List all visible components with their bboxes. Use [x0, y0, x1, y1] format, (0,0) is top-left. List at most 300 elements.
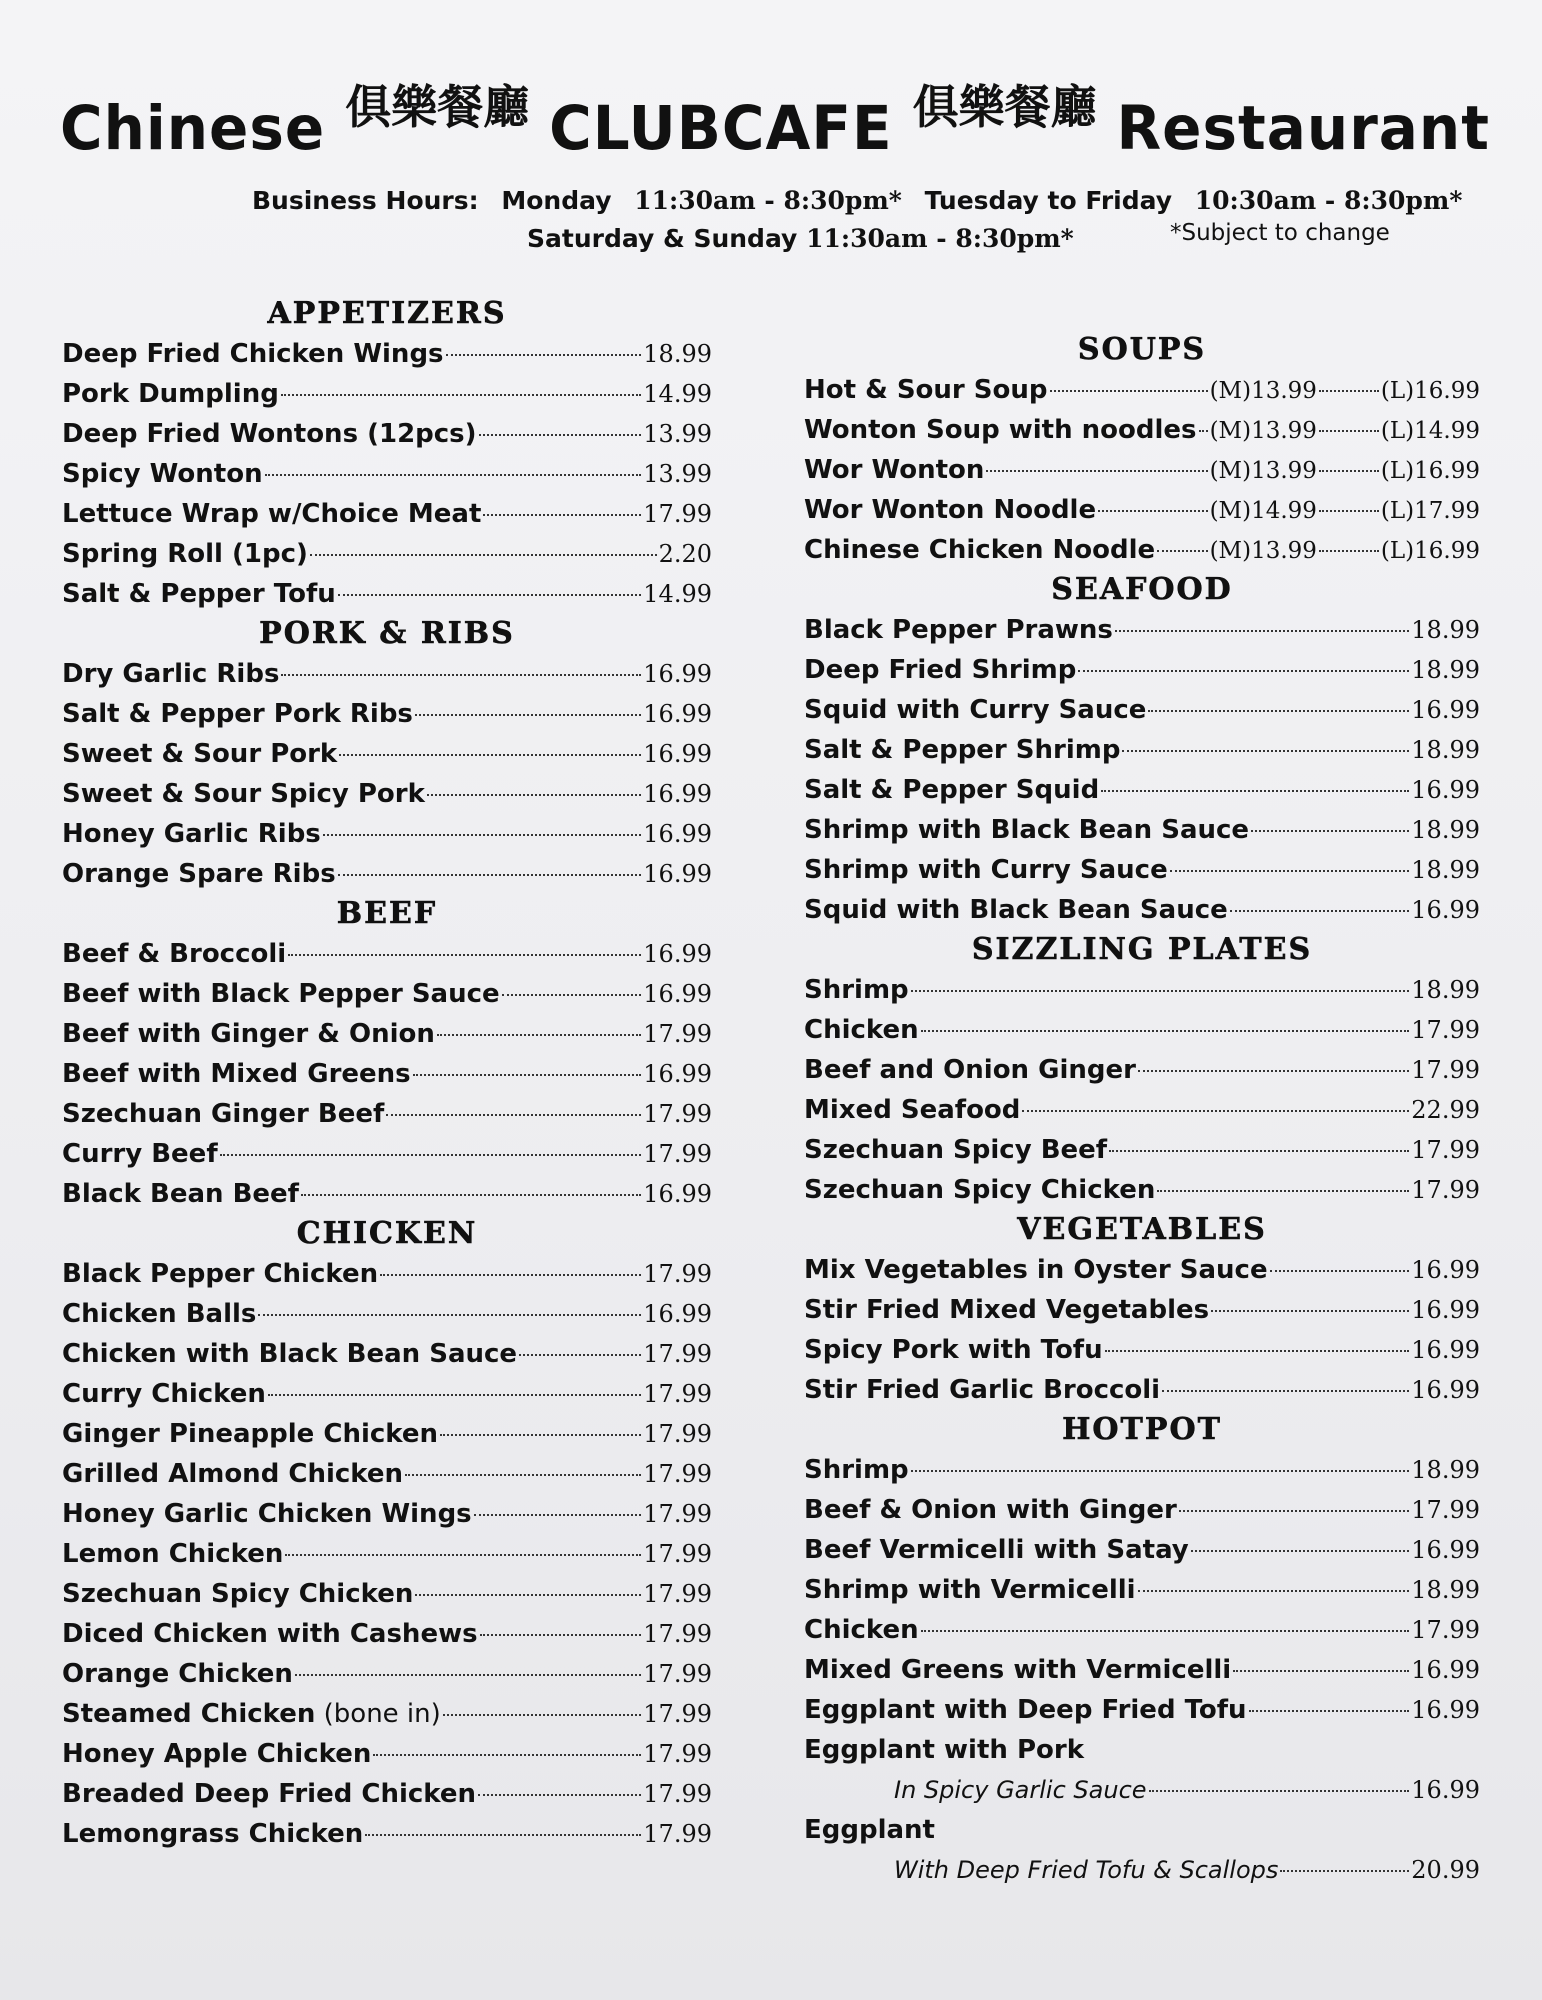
- weekend-time: 11:30am - 8:30pm*: [806, 224, 1074, 253]
- item-price: 17.99: [643, 1260, 712, 1288]
- item-name: [62, 654, 279, 694]
- item-name-text: Beef with Black Pepper Sauce: [62, 979, 500, 1009]
- item-name: [62, 734, 337, 774]
- item-price: 16.99: [1411, 1336, 1480, 1364]
- item-name-text: Beef and Onion Ginger: [804, 1055, 1136, 1085]
- item-name-text: Chicken: [804, 1615, 919, 1645]
- item-name: [62, 1814, 363, 1854]
- item-name: [804, 1330, 1103, 1370]
- item-price: 17.99: [1411, 1056, 1480, 1084]
- item-name-text: Honey Garlic Ribs: [62, 819, 321, 849]
- dot-leader: [1109, 1150, 1409, 1152]
- menu-item: [62, 1294, 712, 1334]
- item-price: 14.99: [643, 580, 712, 608]
- menu-item: [804, 1450, 1480, 1490]
- dot-leader: [1149, 1790, 1410, 1792]
- item-price: 17.99: [643, 1140, 712, 1168]
- item-name-text: Black Pepper Prawns: [804, 615, 1113, 645]
- item-price: 18.99: [1411, 736, 1480, 764]
- item-name-text: Dry Garlic Ribs: [62, 659, 280, 689]
- menu-item: [62, 1614, 712, 1654]
- menu-item: [62, 934, 712, 974]
- item-name: [62, 1694, 441, 1734]
- item-price: 16.99: [1411, 1256, 1480, 1284]
- menu-item: [804, 650, 1480, 690]
- item-price: 17.99: [643, 1020, 712, 1048]
- item-price: 18.99: [1411, 816, 1480, 844]
- dot-leader: [986, 470, 1207, 472]
- title-clubcafe: CLUBCAFE: [549, 92, 893, 164]
- dot-leader: [1170, 870, 1410, 872]
- menu-item: [804, 890, 1480, 930]
- item-price-medium: (M)13.99: [1209, 458, 1317, 484]
- menu-item: [62, 1734, 712, 1774]
- dot-leader: [295, 1674, 641, 1676]
- item-price: 18.99: [1411, 656, 1480, 684]
- dot-leader: [1078, 670, 1409, 672]
- item-price: 17.99: [643, 1420, 712, 1448]
- item-name: [804, 690, 1146, 730]
- right-menu-column: [804, 330, 1480, 1890]
- item-name: [62, 1414, 438, 1454]
- item-name: [62, 1734, 371, 1774]
- item-price: 17.99: [1411, 1136, 1480, 1164]
- item-name-text: Deep Fried Shrimp: [804, 655, 1077, 685]
- item-price: 16.99: [1411, 1656, 1480, 1684]
- item-name-text: Lettuce Wrap w/Choice Meat: [62, 499, 482, 529]
- item-name: [62, 694, 413, 734]
- dot-leader: [415, 714, 641, 716]
- item-name: [804, 1050, 1136, 1090]
- subject-to-change-note: *Subject to change: [1170, 220, 1390, 246]
- item-price: 16.99: [643, 1060, 712, 1088]
- menu-item: [804, 1650, 1480, 1690]
- item-name-text: Eggplant with Deep Fried Tofu: [804, 1695, 1247, 1725]
- item-name-text: Stir Fried Mixed Vegetables: [804, 1295, 1210, 1325]
- dot-leader: [474, 1514, 642, 1516]
- menu-item: [804, 1090, 1480, 1130]
- menu-item: [62, 1374, 712, 1414]
- item-name: [804, 1810, 935, 1850]
- item-price: 16.99: [1411, 1296, 1480, 1324]
- item-name-text: Sweet & Sour Spicy Pork: [62, 779, 425, 809]
- menu-item: [62, 1694, 712, 1734]
- menu-item: [62, 454, 712, 494]
- item-name: [804, 1730, 1084, 1770]
- item-price-large: (L)14.99: [1380, 418, 1480, 444]
- item-price: 17.99: [643, 1660, 712, 1688]
- item-price: 16.99: [1411, 776, 1480, 804]
- item-price: 18.99: [1411, 1456, 1480, 1484]
- item-name: [62, 494, 481, 534]
- item-price: 17.99: [643, 1620, 712, 1648]
- item-name-text: Shrimp with Vermicelli: [804, 1575, 1136, 1605]
- item-price: 17.99: [1411, 1016, 1480, 1044]
- dot-leader: [1249, 1710, 1410, 1712]
- item-name-text: Shrimp: [804, 1455, 909, 1485]
- item-name-text: Pork Dumpling: [62, 379, 279, 409]
- menu-item: [804, 730, 1480, 770]
- menu-item: [62, 774, 712, 814]
- item-price: 17.99: [643, 1540, 712, 1568]
- item-name-text: Beef & Broccoli: [62, 939, 287, 969]
- dot-leader: [281, 394, 641, 396]
- item-price: 16.99: [1411, 1376, 1480, 1404]
- menu-item: [62, 854, 712, 894]
- item-name: [804, 1650, 1231, 1690]
- item-price: 18.99: [1411, 616, 1480, 644]
- menu-item-detail: [804, 1850, 1480, 1890]
- item-name: [804, 1170, 1155, 1210]
- item-name: Wor Wonton: [804, 455, 985, 485]
- item-name: [62, 854, 336, 894]
- menu-item: [804, 530, 1480, 570]
- item-price-large: (L)16.99: [1380, 458, 1480, 484]
- item-name-text: Sweet & Sour Pork: [62, 739, 338, 769]
- item-name: [62, 1494, 472, 1534]
- item-name: [62, 1774, 476, 1814]
- menu-item: [804, 1370, 1480, 1410]
- item-price: 16.99: [1411, 1536, 1480, 1564]
- item-price: 13.99: [643, 460, 712, 488]
- menu-item: [804, 1330, 1480, 1370]
- dot-leader: [1230, 910, 1410, 912]
- left-menu-column: [62, 294, 712, 1854]
- menu-item: [62, 1774, 712, 1814]
- item-name-text: Szechuan Spicy Beef: [804, 1135, 1108, 1165]
- menu-item: [62, 534, 712, 574]
- item-price: 17.99: [643, 1820, 712, 1848]
- dot-leader: [1280, 1870, 1409, 1872]
- menu-item: [62, 1574, 712, 1614]
- menu-item: [804, 770, 1480, 810]
- dot-leader: [502, 994, 642, 996]
- item-name: [62, 534, 308, 574]
- section-title-vegetables: VEGETABLES: [1017, 1212, 1267, 1247]
- item-name-text: Salt & Pepper Pork Ribs: [62, 699, 413, 729]
- item-price: 16.99: [643, 860, 712, 888]
- item-name: [804, 1570, 1136, 1610]
- weekend-label: Saturday & Sunday: [527, 224, 798, 253]
- item-name-text: Curry Chicken: [62, 1379, 266, 1409]
- item-price: 17.99: [1411, 1176, 1480, 1204]
- dot-leader: [380, 1274, 641, 1276]
- item-name: [62, 334, 444, 374]
- menu-item: [62, 1134, 712, 1174]
- dot-leader: [1138, 1070, 1409, 1072]
- item-price: 14.99: [643, 380, 712, 408]
- item-price: 16.99: [1411, 896, 1480, 924]
- item-price: 16.99: [643, 1180, 712, 1208]
- dot-leader: [480, 1634, 642, 1636]
- item-name-text: Beef Vermicelli with Satay: [804, 1535, 1189, 1565]
- item-name-text: Mix Vegetables in Oyster Sauce: [804, 1255, 1268, 1285]
- item-name: [62, 1054, 411, 1094]
- hours-label: Business Hours:: [252, 186, 479, 215]
- item-name: [804, 1450, 909, 1490]
- item-price-large: (L)16.99: [1380, 538, 1480, 564]
- item-name: [804, 730, 1120, 770]
- dot-leader: [338, 594, 642, 596]
- item-name-text: Shrimp with Curry Sauce: [804, 855, 1168, 885]
- item-name-text: Breaded Deep Fried Chicken: [62, 1779, 477, 1809]
- item-name: [804, 850, 1168, 890]
- item-name: [62, 1374, 266, 1414]
- item-name-text: Eggplant: [804, 1815, 935, 1845]
- item-name: [62, 374, 279, 414]
- menu-item: [62, 1054, 712, 1094]
- menu-item: [62, 1174, 712, 1214]
- dot-leader: [220, 1154, 642, 1156]
- item-price: 16.99: [1411, 696, 1480, 724]
- item-price: 17.99: [643, 1500, 712, 1528]
- item-price-large: (L)16.99: [1380, 378, 1480, 404]
- item-price: 18.99: [643, 340, 712, 368]
- dot-leader: [1270, 1270, 1410, 1272]
- item-price: 17.99: [643, 500, 712, 528]
- dot-leader: [443, 1714, 642, 1716]
- item-name: [804, 1090, 1020, 1130]
- dot-leader: [440, 1434, 641, 1436]
- dot-leader: [1101, 790, 1409, 792]
- menu-item: [62, 334, 712, 374]
- item-name-text: Lemon Chicken: [62, 1539, 284, 1569]
- title-chinese: Chinese: [60, 92, 326, 164]
- item-name-text: Deep Fried Chicken Wings: [62, 339, 444, 369]
- item-name: [804, 810, 1249, 850]
- dot-leader: [911, 1470, 1410, 1472]
- item-price: 17.99: [1411, 1496, 1480, 1524]
- item-name: [804, 650, 1076, 690]
- menu-item: [804, 1290, 1480, 1330]
- menu-item: [62, 694, 712, 734]
- dot-leader: [285, 1554, 641, 1556]
- item-price: 17.99: [643, 1460, 712, 1488]
- tuefri-time: 10:30am - 8:30pm*: [1194, 186, 1463, 215]
- item-price: 18.99: [1411, 976, 1480, 1004]
- item-name-text: Chicken with Black Bean Sauce: [62, 1339, 518, 1369]
- item-name: [804, 1250, 1268, 1290]
- item-name-text: Shrimp with Black Bean Sauce: [804, 815, 1250, 845]
- dot-leader: [1050, 390, 1208, 392]
- item-name: [62, 814, 321, 854]
- item-name: [62, 1094, 384, 1134]
- dot-leader: [265, 474, 642, 476]
- menu-item: [804, 1530, 1480, 1570]
- monday-label: Monday: [501, 186, 612, 215]
- item-name-text: Diced Chicken with Cashews: [62, 1619, 478, 1649]
- item-price: 16.99: [643, 980, 712, 1008]
- menu-item: [804, 970, 1480, 1010]
- section-title-seafood: SEAFOOD: [1051, 572, 1233, 607]
- menu-item: [804, 810, 1480, 850]
- dot-leader: [479, 434, 642, 436]
- dot-leader: [1233, 1670, 1409, 1672]
- dot-leader: [427, 794, 641, 796]
- section-title-appetizers: APPETIZERS: [267, 296, 507, 331]
- dot-leader: [1162, 1390, 1409, 1392]
- item-name: [804, 1530, 1189, 1570]
- item-name-text: Shrimp: [804, 975, 909, 1005]
- dot-leader: [1319, 470, 1379, 472]
- item-price: 16.99: [643, 940, 712, 968]
- item-price: 20.99: [1411, 1856, 1480, 1884]
- dot-leader: [1319, 430, 1379, 432]
- item-name-text: Chicken: [804, 1015, 919, 1045]
- item-name: [804, 610, 1113, 650]
- item-name-text: Salt & Pepper Squid: [804, 775, 1100, 805]
- section-title-soups: SOUPS: [1077, 332, 1207, 367]
- item-name-text: Spicy Wonton: [62, 459, 263, 489]
- dot-leader: [338, 874, 642, 876]
- item-name: [804, 1370, 1160, 1410]
- menu-item: [804, 610, 1480, 650]
- dot-leader: [1319, 550, 1379, 552]
- business-hours-line-2: [527, 224, 1074, 253]
- item-subtitle: With Deep Fried Tofu & Scallops: [894, 1856, 1279, 1884]
- item-name-text: Mixed Seafood: [804, 1095, 1021, 1125]
- item-name: [62, 1254, 378, 1294]
- item-name: [804, 1010, 919, 1050]
- item-name: [804, 1610, 919, 1650]
- item-name-text: Orange Spare Ribs: [62, 859, 336, 889]
- item-name: [62, 774, 425, 814]
- item-name: [62, 1134, 218, 1174]
- dot-leader: [1157, 1190, 1409, 1192]
- dot-leader: [921, 1630, 1410, 1632]
- item-name-text: Stir Fried Garlic Broccoli: [804, 1375, 1161, 1405]
- menu-item-detail: [804, 1770, 1480, 1810]
- dot-leader: [365, 1834, 641, 1836]
- menu-item: [804, 410, 1480, 450]
- item-name-text: Honey Apple Chicken: [62, 1739, 372, 1769]
- item-price-large: (L)17.99: [1380, 498, 1480, 524]
- item-name: [62, 1334, 517, 1374]
- dot-leader: [310, 554, 657, 556]
- item-name-text: Curry Beef: [62, 1139, 218, 1169]
- item-name: [62, 974, 500, 1014]
- monday-time: 11:30am - 8:30pm*: [634, 186, 902, 215]
- item-name: [62, 934, 286, 974]
- item-name-text: Mixed Greens with Vermicelli: [804, 1655, 1232, 1685]
- tuefri-label: Tuesday to Friday: [924, 186, 1173, 215]
- item-price: 16.99: [643, 780, 712, 808]
- item-price: 16.99: [643, 700, 712, 728]
- item-name-text: Salt & Pepper Tofu: [62, 579, 336, 609]
- dot-leader: [1179, 1510, 1409, 1512]
- dot-leader: [281, 674, 641, 676]
- menu-item: [804, 1810, 1480, 1850]
- item-price-medium: (M)13.99: [1209, 418, 1317, 444]
- menu-item: [62, 974, 712, 1014]
- dot-leader: [323, 834, 642, 836]
- item-price: 17.99: [643, 1100, 712, 1128]
- dot-leader: [1319, 510, 1379, 512]
- item-name-text: Grilled Almond Chicken: [62, 1459, 404, 1489]
- item-price: 17.99: [643, 1700, 712, 1728]
- dot-leader: [1115, 630, 1409, 632]
- section-title-sizzling-plates: SIZZLING PLATES: [971, 932, 1313, 967]
- item-price: 18.99: [1411, 1576, 1480, 1604]
- item-name-text: Beef & Onion with Ginger: [804, 1495, 1177, 1525]
- item-name-text: Spicy Pork with Tofu: [804, 1335, 1103, 1365]
- item-name: Chinese Chicken Noodle: [804, 535, 1156, 565]
- menu-item: [62, 1254, 712, 1294]
- section-title-chicken: CHICKEN: [296, 1216, 478, 1251]
- menu-item: [804, 370, 1480, 410]
- dot-leader: [288, 954, 641, 956]
- dot-leader: [1138, 1590, 1410, 1592]
- item-name-text: Szechuan Spicy Chicken: [62, 1579, 414, 1609]
- dot-leader: [1148, 710, 1409, 712]
- item-name: [804, 1690, 1247, 1730]
- dot-leader: [519, 1354, 641, 1356]
- menu-item: [804, 1170, 1480, 1210]
- menu-item: [62, 1814, 712, 1854]
- item-name-text: Ginger Pineapple Chicken: [62, 1419, 439, 1449]
- item-price: 16.99: [643, 820, 712, 848]
- menu-item: [804, 1250, 1480, 1290]
- dot-leader: [921, 1030, 1410, 1032]
- item-name: [62, 1534, 283, 1574]
- dot-leader: [911, 990, 1410, 992]
- item-name: [62, 1574, 413, 1614]
- item-name-text: Orange Chicken: [62, 1659, 293, 1689]
- menu-item: [62, 814, 712, 854]
- dot-leader: [1191, 1550, 1410, 1552]
- item-name-text: Steamed Chicken: [62, 1699, 316, 1729]
- item-name: [62, 1454, 403, 1494]
- menu-item: [804, 1050, 1480, 1090]
- item-name-text: Black Bean Beef: [62, 1179, 299, 1209]
- item-price: 17.99: [643, 1340, 712, 1368]
- item-price: 17.99: [643, 1580, 712, 1608]
- item-price: 17.99: [643, 1780, 712, 1808]
- menu-item: [804, 1610, 1480, 1650]
- dot-leader: [373, 1754, 641, 1756]
- dot-leader: [405, 1474, 641, 1476]
- item-name-text: Deep Fried Wontons (12pcs): [62, 419, 477, 449]
- item-name: [62, 574, 336, 614]
- dot-leader: [1199, 430, 1208, 432]
- item-price: 16.99: [643, 1300, 712, 1328]
- item-name: [804, 770, 1099, 810]
- menu-item: [804, 490, 1480, 530]
- item-price-medium: (M)13.99: [1209, 538, 1317, 564]
- menu-item: [62, 374, 712, 414]
- dot-leader: [1122, 750, 1409, 752]
- item-name-text: Salt & Pepper Shrimp: [804, 735, 1121, 765]
- item-price: 16.99: [643, 740, 712, 768]
- menu-item: [62, 1494, 712, 1534]
- item-name: Wor Wonton Noodle: [804, 495, 1097, 525]
- item-name: [62, 1174, 299, 1214]
- item-name-text: Spring Roll (1pc): [62, 539, 308, 569]
- menu-item: [804, 1010, 1480, 1050]
- item-price: 16.99: [643, 660, 712, 688]
- item-price: 13.99: [643, 420, 712, 448]
- dot-leader: [1105, 1350, 1410, 1352]
- dot-leader: [1319, 390, 1379, 392]
- dot-leader: [413, 1074, 642, 1076]
- item-name-text: Black Pepper Chicken: [62, 1259, 379, 1289]
- menu-item: [62, 734, 712, 774]
- item-name-suffix: (bone in): [315, 1699, 441, 1729]
- menu-item: [804, 1570, 1480, 1610]
- item-name-text: Squid with Black Bean Sauce: [804, 895, 1228, 925]
- section-title-hotpot: HOTPOT: [1062, 1412, 1222, 1447]
- dot-leader: [1251, 830, 1409, 832]
